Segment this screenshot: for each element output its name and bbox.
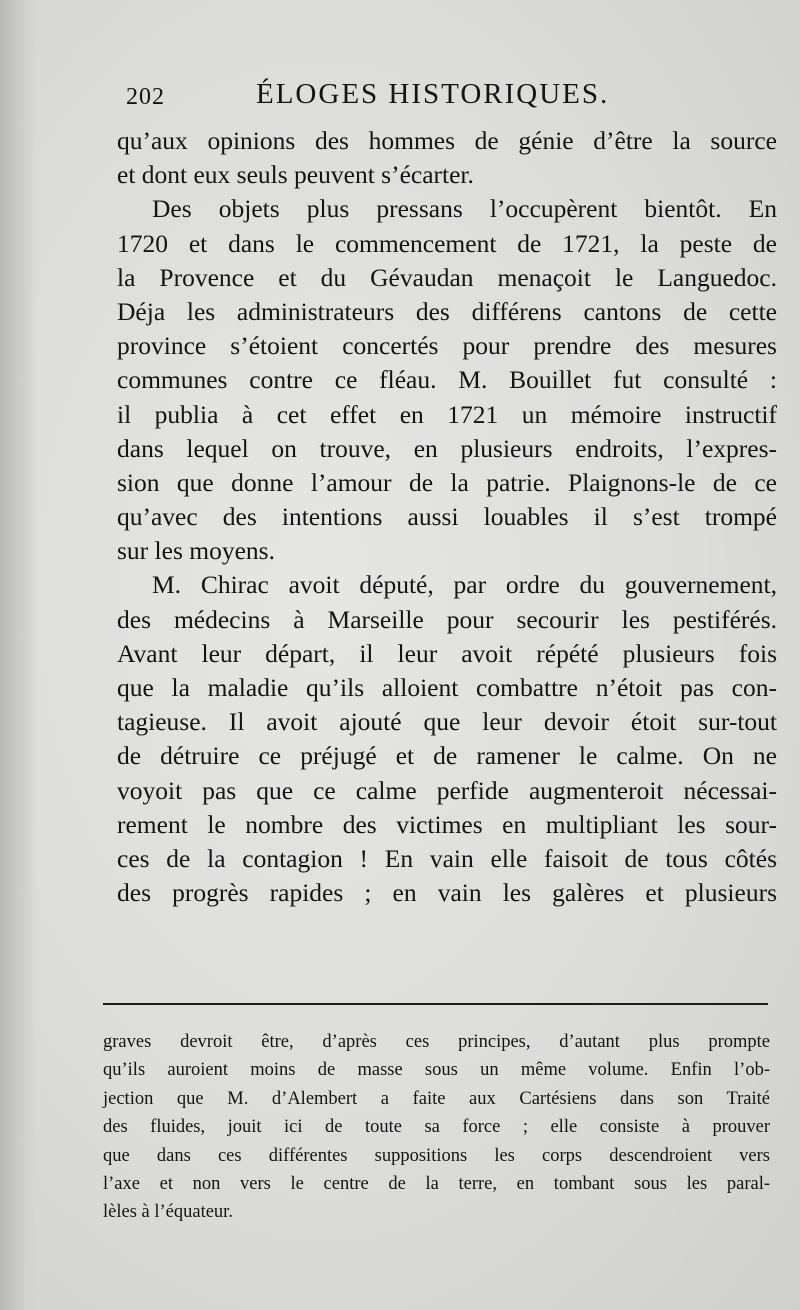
text-line: sion que donne l’amour de la patrie. Plaignons-le de ce bbox=[117, 467, 777, 497]
text-line: rement le nombre des victimes en multipliant les sour- bbox=[117, 809, 777, 839]
footnote-line: l’axe et non vers le centre de la terre, en tombant sous les paral- bbox=[103, 1173, 770, 1194]
text-line: tagieuse. Il avoit ajouté que leur devoir étoit sur-tout bbox=[117, 707, 777, 737]
footnote bbox=[103, 1028, 770, 1227]
text-line: il publia à cet effet en 1721 un mémoire instructif bbox=[117, 399, 777, 429]
footnote-line: que dans ces différentes suppositions les corps descendroient vers bbox=[103, 1145, 770, 1166]
footnote-line: jection que M. d’Alembert a faite aux Cartésiens dans son Traité bbox=[103, 1088, 770, 1109]
text-line: ces de la contagion ! En vain elle faisoit de tous côtés bbox=[117, 843, 777, 873]
page-number: 202 bbox=[126, 84, 165, 110]
text-line: des progrès rapides ; en vain les galères et plusieurs bbox=[117, 878, 777, 908]
paragraph-first-line: Des objets plus pressans l’occupèrent bientôt. En bbox=[152, 194, 777, 224]
text-line: communes contre ce fléau. M. Bouillet fut consulté : bbox=[117, 365, 777, 395]
paragraph-first-line: M. Chirac avoit député, par ordre du gouvernement, bbox=[152, 570, 777, 600]
footnote-separator-rule bbox=[103, 1003, 768, 1005]
text-line: sur les moyens. bbox=[117, 536, 275, 566]
text-line: 1720 et dans le commencement de 1721, la peste de bbox=[117, 228, 777, 258]
footnote-line: des fluides, jouit ici de toute sa force ; elle consiste à prouver bbox=[103, 1117, 770, 1138]
footnote-line: lèles à l’équateur. bbox=[103, 1202, 233, 1223]
text-line: des médecins à Marseille pour secourir les pestiférés. bbox=[117, 604, 777, 634]
text-line: de détruire ce préjugé et de ramener le calme. On ne bbox=[117, 741, 777, 771]
footnote-line: graves devroit être, d’après ces principes, d’autant plus prompte bbox=[103, 1032, 770, 1052]
footnote-line: qu’ils auroient moins de masse sous un même volume. Enfin l’ob- bbox=[103, 1060, 770, 1081]
running-title: ÉLOGES HISTORIQUES. bbox=[256, 78, 610, 110]
text-line: Avant leur départ, il leur avoit répété plusieurs fois bbox=[117, 638, 777, 668]
text-line: que la maladie qu’ils alloient combattre n’étoit pas con- bbox=[117, 673, 777, 702]
page-header bbox=[126, 78, 661, 118]
text-line: la Provence et du Gévaudan menaçoit le Languedoc. bbox=[117, 262, 777, 292]
text-line: dans lequel on trouve, en plusieurs endroits, l’expres- bbox=[117, 433, 777, 463]
page-gutter-shadow bbox=[0, 0, 38, 1310]
body-text bbox=[117, 124, 777, 910]
text-line: province s’étoient concertés pour prendre des mesures bbox=[117, 331, 777, 361]
text-line: voyoit pas que ce calme perfide augmenteroit nécessai- bbox=[117, 775, 777, 805]
text-line: Déja les administrateurs des différens cantons de cette bbox=[117, 296, 777, 326]
text-line: qu’aux opinions des hommes de génie d’être la source bbox=[117, 126, 777, 155]
text-line: et dont eux seuls peuvent s’écarter. bbox=[117, 160, 474, 190]
text-line: qu’avec des intentions aussi louables il s’est trompé bbox=[117, 502, 777, 532]
